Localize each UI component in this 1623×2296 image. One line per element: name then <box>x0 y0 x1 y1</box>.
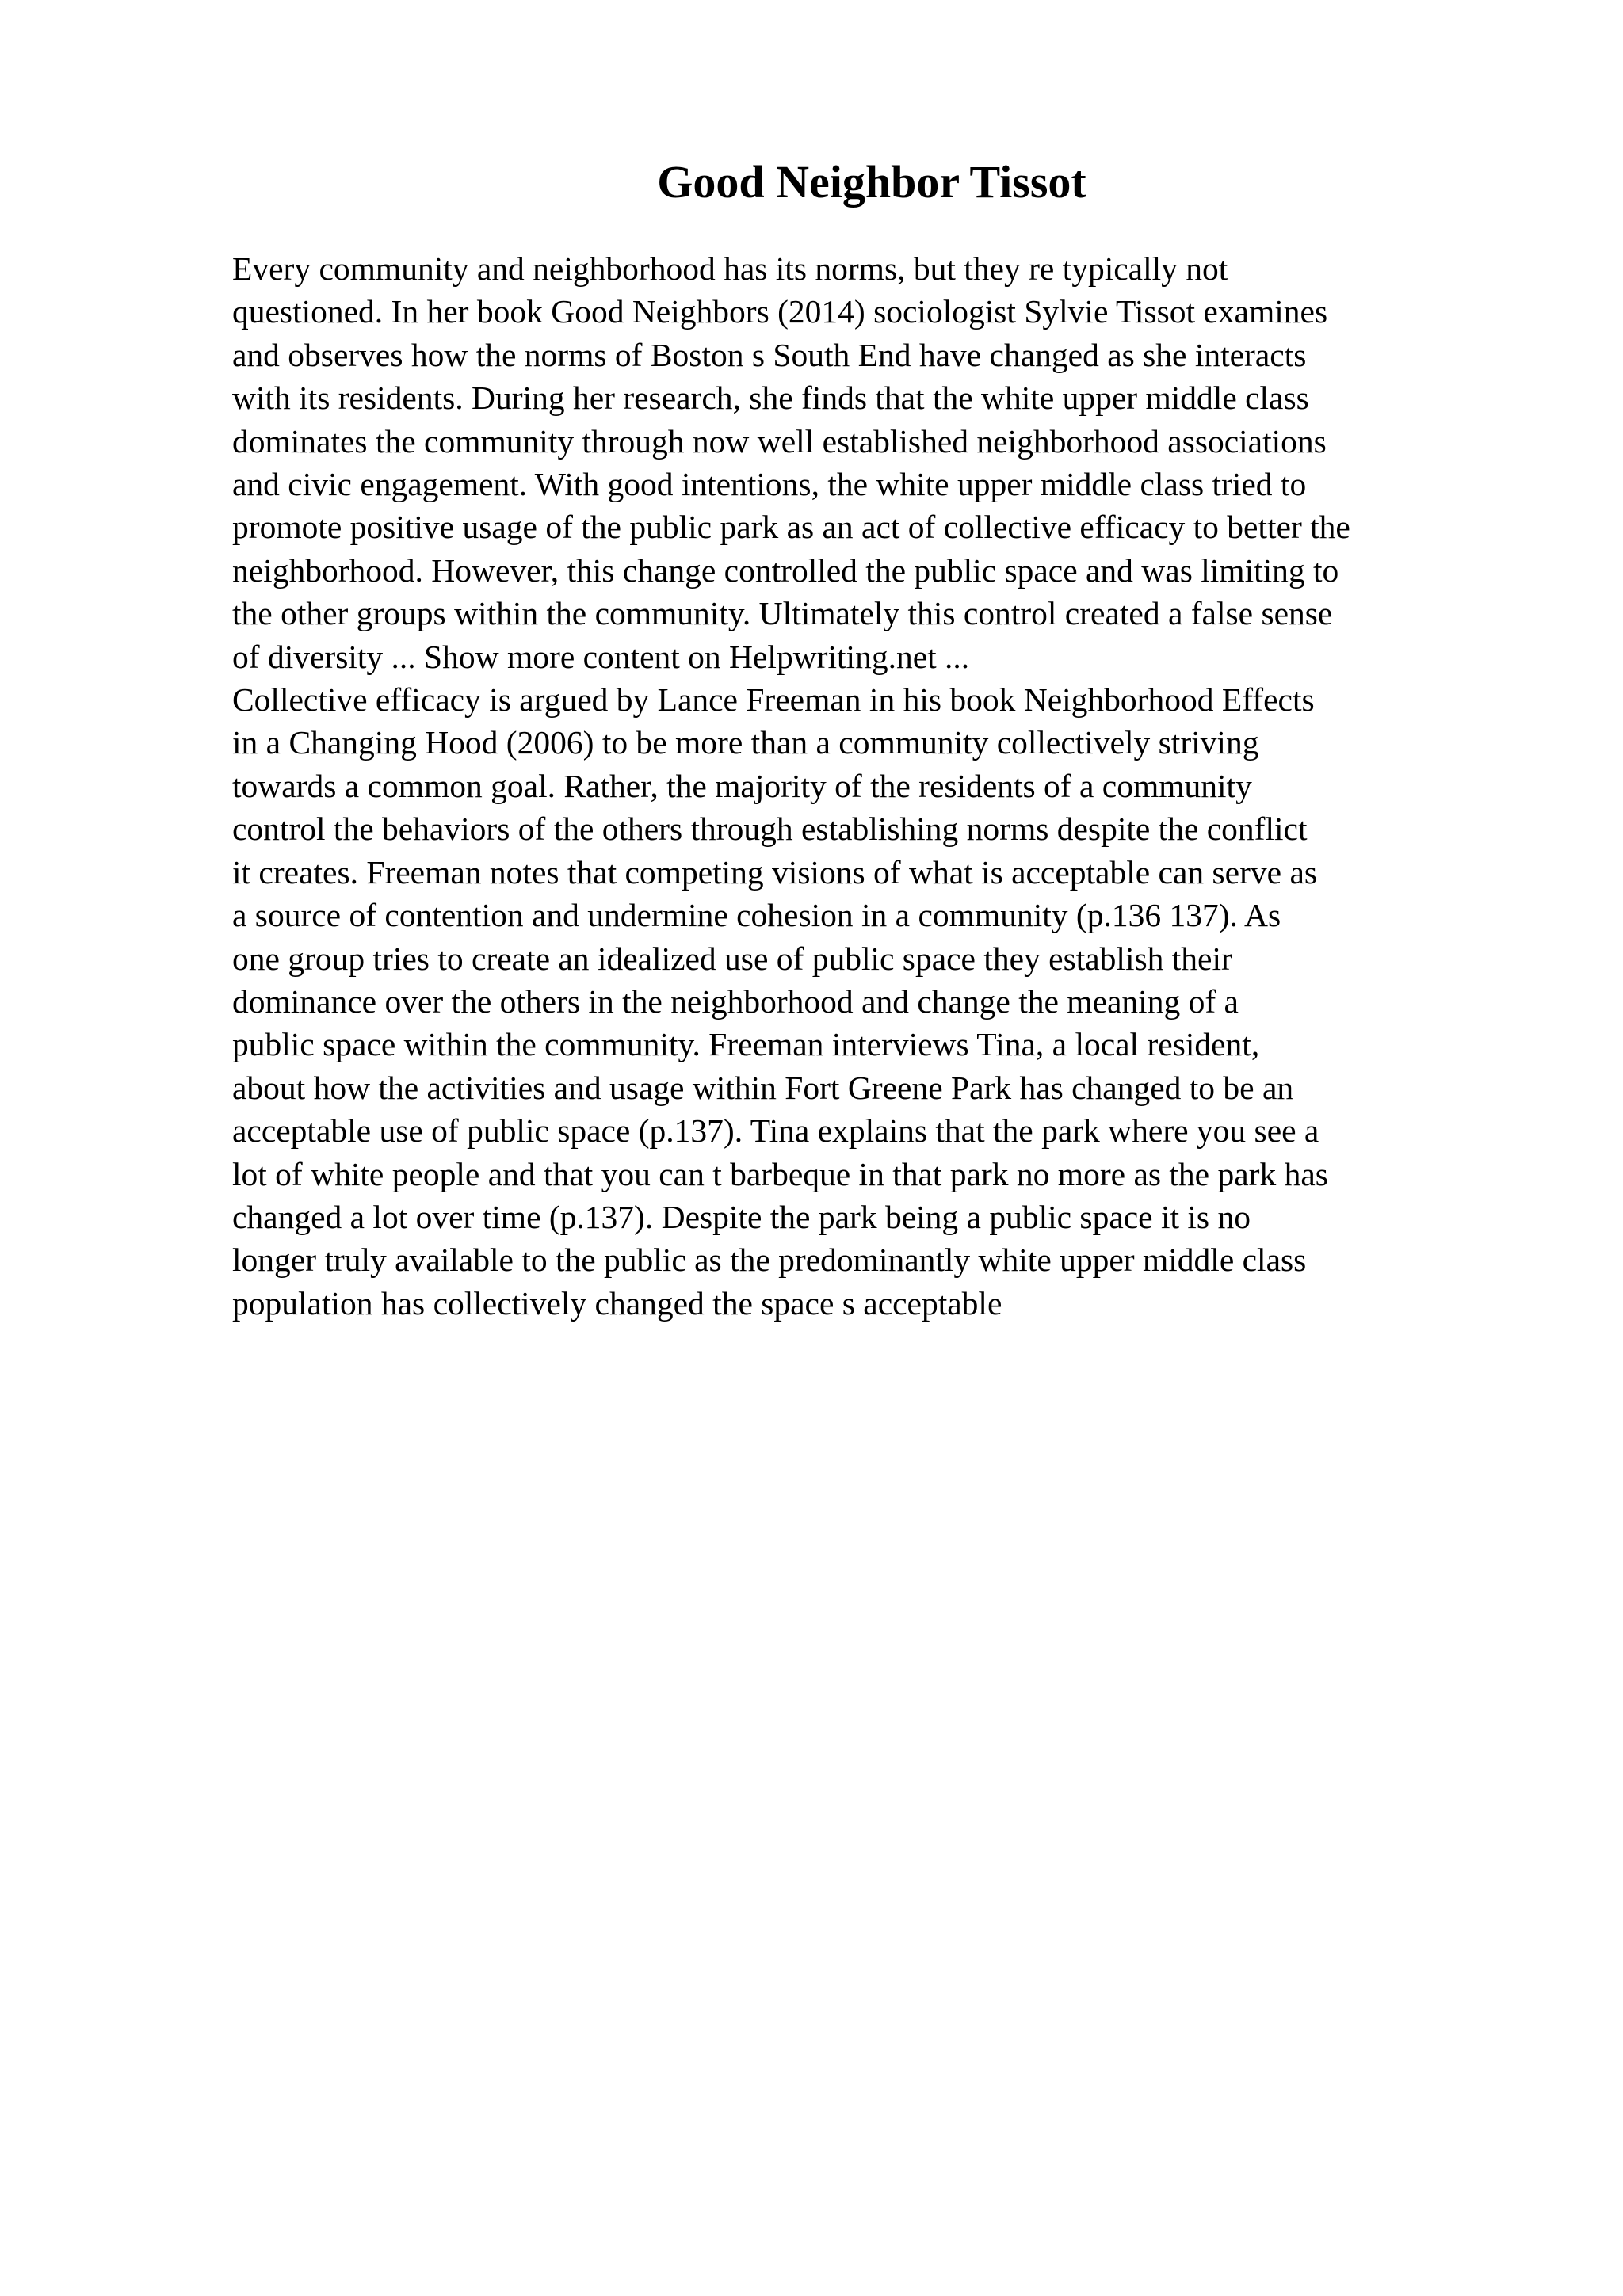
text-line: population has collectively changed the space s acceptable <box>232 1284 1002 1322</box>
text-line: control the behaviors of the others through establishing norms despite the conflict <box>232 810 1308 848</box>
text-line: about how the activities and usage within Fort Greene Park has changed to be an <box>232 1069 1294 1106</box>
text-line: changed a lot over time (p.137). Despite the park being a public space it is no <box>232 1198 1251 1235</box>
document-title: Good Neighbor Tissot <box>657 156 1086 208</box>
text-line: neighborhood. However, this change controlled the public space and was limiting to <box>232 551 1339 589</box>
text-line: and observes how the norms of Boston s South End have changed as she interacts <box>232 336 1307 373</box>
text-line: acceptable use of public space (p.137). Tina explains that the park where you see a <box>232 1112 1319 1150</box>
text-line: Every community and neighborhood has its norms, but they re typically not <box>232 250 1228 287</box>
document-body <box>232 247 1595 1325</box>
text-line: a source of contention and undermine cohesion in a community (p.136 137). As <box>232 897 1281 934</box>
text-line: dominance over the others in the neighborhood and change the meaning of a <box>232 982 1239 1020</box>
text-line: one group tries to create an idealized use of public space they establish their <box>232 940 1232 977</box>
text-line: dominates the community through now well established neighborhood associations <box>232 422 1327 460</box>
text-line: promote positive usage of the public park as an act of collective efficacy to better the <box>232 509 1350 546</box>
text-line: public space within the community. Freeman interviews Tina, a local resident, <box>232 1026 1260 1063</box>
text-line: longer truly available to the public as the predominantly white upper middle class <box>232 1241 1307 1279</box>
text-line: of diversity ... Show more content on Helpwriting.net ... <box>232 638 970 675</box>
text-line: in a Changing Hood (2006) to be more than a community collectively striving <box>232 724 1259 761</box>
text-line: questioned. In her book Good Neighbors (2014) sociologist Sylvie Tissot examines <box>232 293 1328 330</box>
text-line: and civic engagement. With good intentions, the white upper middle class tried to <box>232 466 1307 503</box>
text-line: towards a common goal. Rather, the majority of the residents of a community <box>232 767 1252 804</box>
text-line: lot of white people and that you can t barbeque in that park no more as the park has <box>232 1155 1328 1192</box>
text-line: Collective efficacy is argued by Lance Freeman in his book Neighborhood Effects <box>232 681 1315 719</box>
text-line: the other groups within the community. Ultimately this control created a false sense <box>232 595 1333 632</box>
text-line: it creates. Freeman notes that competing visions of what is acceptable can serve as <box>232 853 1318 891</box>
text-line: with its residents. During her research, she finds that the white upper middle class <box>232 379 1309 417</box>
